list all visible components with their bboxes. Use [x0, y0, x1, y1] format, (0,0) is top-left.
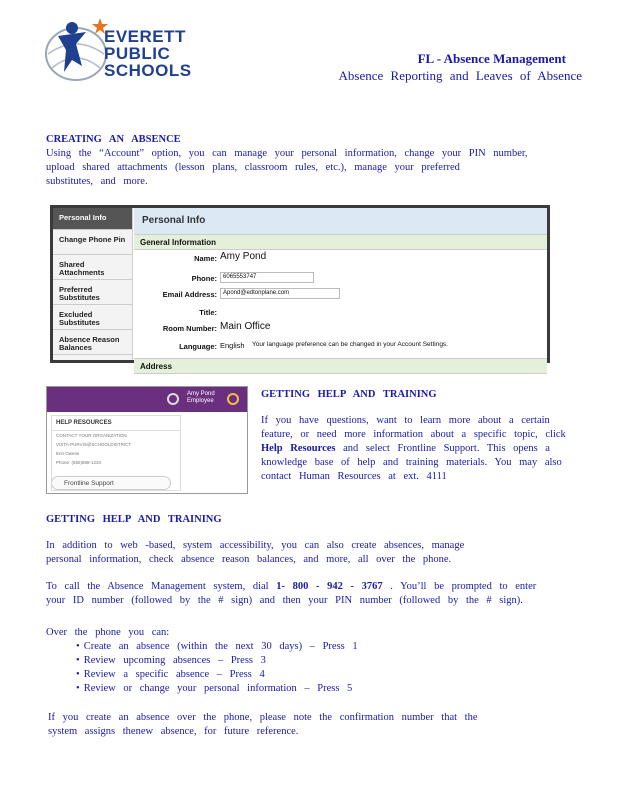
room-value: Main Office [220, 321, 271, 332]
panel-title: Personal Info [134, 208, 547, 234]
creating-line: upload shared attachments (lesson plans, classroom rules, etc.), manage your preferred [46, 162, 460, 173]
phone-number: 1- 800 - 942 - 3767 [276, 581, 383, 592]
address-header: Address [134, 358, 547, 374]
creating-line: substitutes, and more. [46, 176, 148, 187]
name-row [134, 250, 547, 270]
help1-line: If you have questions, want to learn more about a certain [261, 415, 550, 426]
help1-line: contact Human Resources at ext. 4111 [261, 471, 447, 482]
sidebar-item-preferred-substitutes[interactable]: Preferred Substitutes [53, 280, 132, 305]
help-line: VISTA-PURVIS@SCHOOLDISTRICT [56, 442, 132, 447]
call-line: To call the Absence Management system, dial 1- 800 - 942 - 3767 . You’ll be prompted to enter [46, 581, 537, 592]
language-value: English [220, 341, 245, 350]
title-label: Title: [199, 308, 217, 317]
list-item: • Review or change your personal information – Press 5 [76, 682, 358, 696]
help-heading-1: GETTING HELP AND TRAINING [261, 389, 437, 400]
notification-icon[interactable] [227, 393, 239, 405]
top-bar [47, 387, 247, 412]
sidebar-item-excluded-substitutes[interactable]: Excluded Substitutes [53, 305, 132, 330]
room-label: Room Number: [162, 324, 217, 333]
help1-line: Help Resources and select Frontline Support. This opens a [261, 443, 550, 454]
language-row [134, 338, 547, 354]
frontline-support-button[interactable]: Frontline Support [51, 476, 171, 490]
name-label: Name: [194, 254, 217, 263]
help1-line: feature, or need more information about a specific topic, click [261, 429, 566, 440]
general-information-header: General Information [134, 234, 547, 250]
email-field[interactable]: Apond@edtonplane.com [220, 288, 340, 299]
phone-label: Phone: [191, 274, 217, 283]
call-line: your ID number (followed by the # sign) and then your PIN number (followed by the # sign). [46, 595, 523, 606]
sidebar-item-shared-attachments[interactable]: Shared Attachments [53, 255, 132, 280]
name-value: Amy Pond [220, 251, 267, 262]
help-resources-screenshot [46, 386, 248, 494]
closing-line: If you create an absence over the phone, please note the confirmation number that the [48, 712, 478, 723]
phone-row [134, 270, 547, 286]
phone-field[interactable]: 6065553747 [220, 272, 314, 283]
personal-info-sidebar [53, 208, 133, 360]
help-resources-text: Help Resources [261, 443, 336, 454]
help-section-1 [261, 388, 566, 484]
help-line: Phone: (555)888-1234 [56, 460, 102, 465]
sidebar-item-change-phone-pin[interactable]: Change Phone Pin [53, 230, 132, 255]
help-icon[interactable] [167, 393, 179, 405]
title-row [134, 304, 547, 320]
room-row [134, 320, 547, 338]
help-heading-2: GETTING HELP AND TRAINING [46, 514, 222, 525]
sidebar-item-personal-info[interactable]: Personal Info [53, 208, 132, 230]
email-row [134, 286, 547, 304]
creating-heading: CREATING AN ABSENCE [46, 134, 181, 145]
help1-line: knowledge base of help and training materials. You may also [261, 457, 562, 468]
help2-line: In addition to web -based, system accessibility, you can also create absences, manage [46, 540, 465, 551]
personal-info-main [134, 208, 547, 371]
help2-line: personal information, check absence reason balances, and more, all over the phone. [46, 554, 452, 565]
language-note: Your language preference can be changed in your Account Settings. [252, 341, 448, 348]
phone-intro: Over the phone you can: [46, 627, 170, 638]
help-line: CONTACT YOUR ORGANIZATION [56, 433, 127, 438]
sidebar-item-absence-reason-balances[interactable]: Absence Reason Balances [53, 330, 132, 355]
help-line: Erin Owens [56, 451, 80, 456]
personal-info-screenshot [50, 205, 550, 371]
call-section [46, 580, 536, 608]
language-label: Language: [179, 342, 217, 351]
document-subtitle: Absence Reporting and Leaves of Absence [338, 68, 582, 83]
creating-line: Using the “Account” option, you can manage your personal information, change your PIN number, [46, 148, 528, 159]
list-item: • Review a specific absence – Press 4 [76, 668, 358, 682]
closing-line: system assigns thenew absence, for future reference. [48, 726, 299, 737]
user-menu[interactable]: Amy Pond Employee [187, 391, 215, 404]
closing-section [48, 711, 477, 739]
list-item: • Review upcoming absences – Press 3 [76, 654, 358, 668]
phone-options-list [76, 640, 358, 696]
help-resources-heading: HELP RESOURCES [52, 416, 180, 431]
email-label: Email Address: [162, 290, 217, 299]
logo-wordmark: EVERETT PUBLIC SCHOOLS [104, 27, 192, 80]
document-title: FL - Absence Management [417, 51, 566, 66]
list-item: • Create an absence (within the next 30 days) – Press 1 [76, 640, 358, 654]
creating-section [46, 133, 528, 189]
help-section-2 [46, 513, 464, 567]
